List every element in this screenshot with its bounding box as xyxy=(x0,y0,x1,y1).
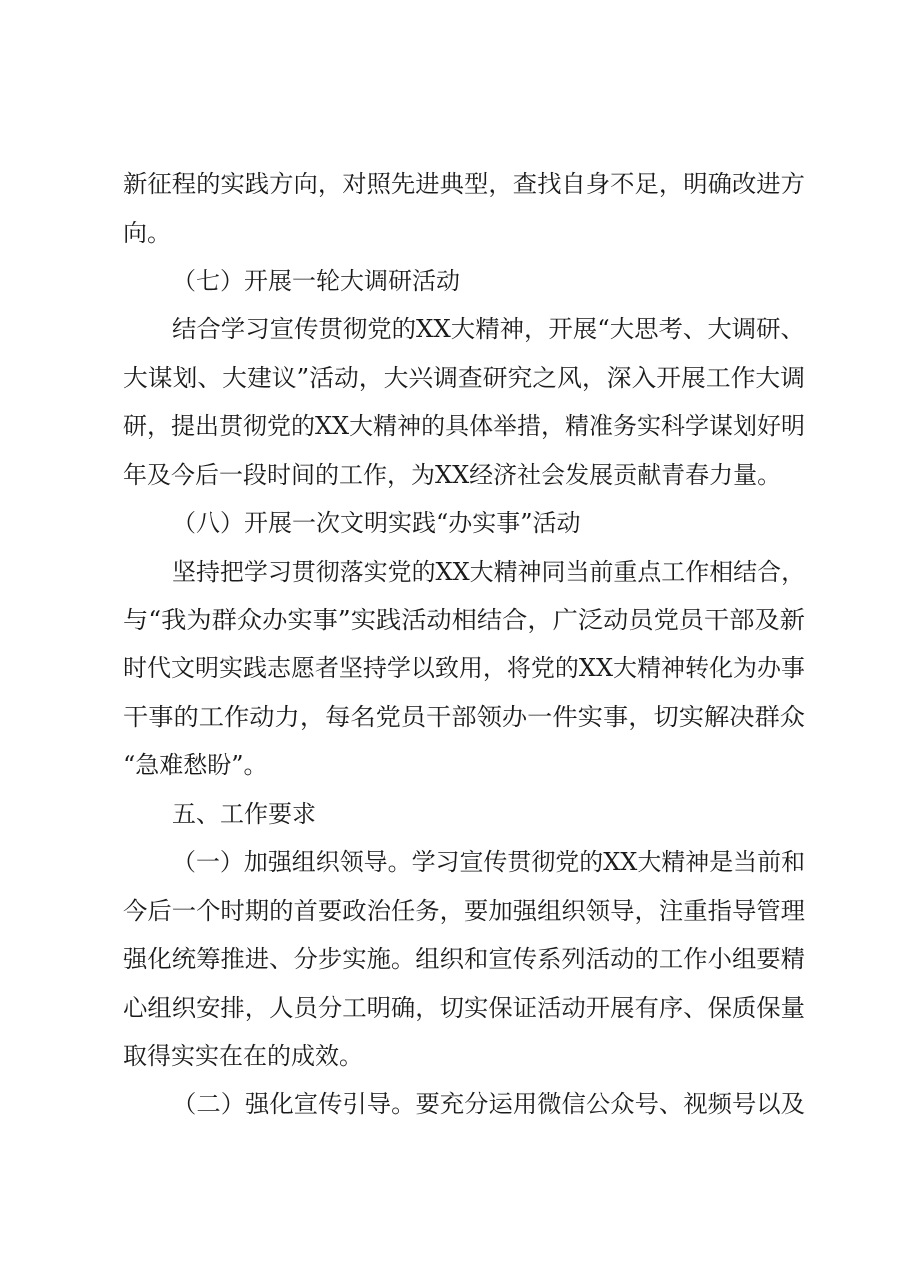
paragraph-line: 与“我为群众办实事”实践活动相结合，广泛动员党员干部及新 xyxy=(123,606,806,634)
paragraph-line: 坚持把学习贯彻落实党的XX大精神同当前重点工作相结合， xyxy=(172,558,806,586)
paragraph-line: 心组织安排，人员分工明确，切实保证活动开展有序、保质保量 xyxy=(123,994,806,1022)
paragraph-line: 年及今后一段时间的工作，为XX经济社会发展贡献青春力量。 xyxy=(123,461,782,489)
paragraph-line: 今后一个时期的首要政治任务，要加强组织领导，注重指导管理 xyxy=(123,897,806,925)
paragraph-line: （二）强化宣传引导。要充分运用微信公众号、视频号以及 xyxy=(172,1090,805,1118)
paragraph-line: 新征程的实践方向，对照先进典型，查找自身不足，明确改进方 xyxy=(123,170,806,198)
section-heading-line: （七）开展一轮大调研活动 xyxy=(172,267,460,295)
paragraph-line: 取得实实在在的成效。 xyxy=(123,1042,363,1070)
paragraph-line: 时代文明实践志愿者坚持学以致用，将党的XX大精神转化为办事 xyxy=(123,654,805,682)
paragraph-line: （一）加强组织领导。学习宣传贯彻党的XX大精神是当前和 xyxy=(172,848,806,876)
paragraph-line: “急难愁盼”。 xyxy=(123,751,268,779)
paragraph-line: 强化统筹推进、分步实施。组织和宣传系列活动的工作小组要精 xyxy=(123,945,806,973)
paragraph-line: 干事的工作动力，每名党员干部领办一件实事，切实解决群众 xyxy=(123,703,806,731)
section-heading-line: 五、工作要求 xyxy=(172,800,316,828)
paragraph-line: 研，提出贯彻党的XX大精神的具体举措，精准务实科学谋划好明 xyxy=(123,412,805,440)
paragraph-line: 大谋划、大建议”活动，大兴调查研究之风，深入开展工作大调 xyxy=(123,364,806,392)
paragraph-line: 结合学习宣传贯彻党的XX大精神，开展“大思考、大调研、 xyxy=(172,315,805,343)
paragraph-line: 向。 xyxy=(123,219,171,247)
section-heading-line: （八）开展一次文明实践“办实事”活动 xyxy=(172,509,581,537)
